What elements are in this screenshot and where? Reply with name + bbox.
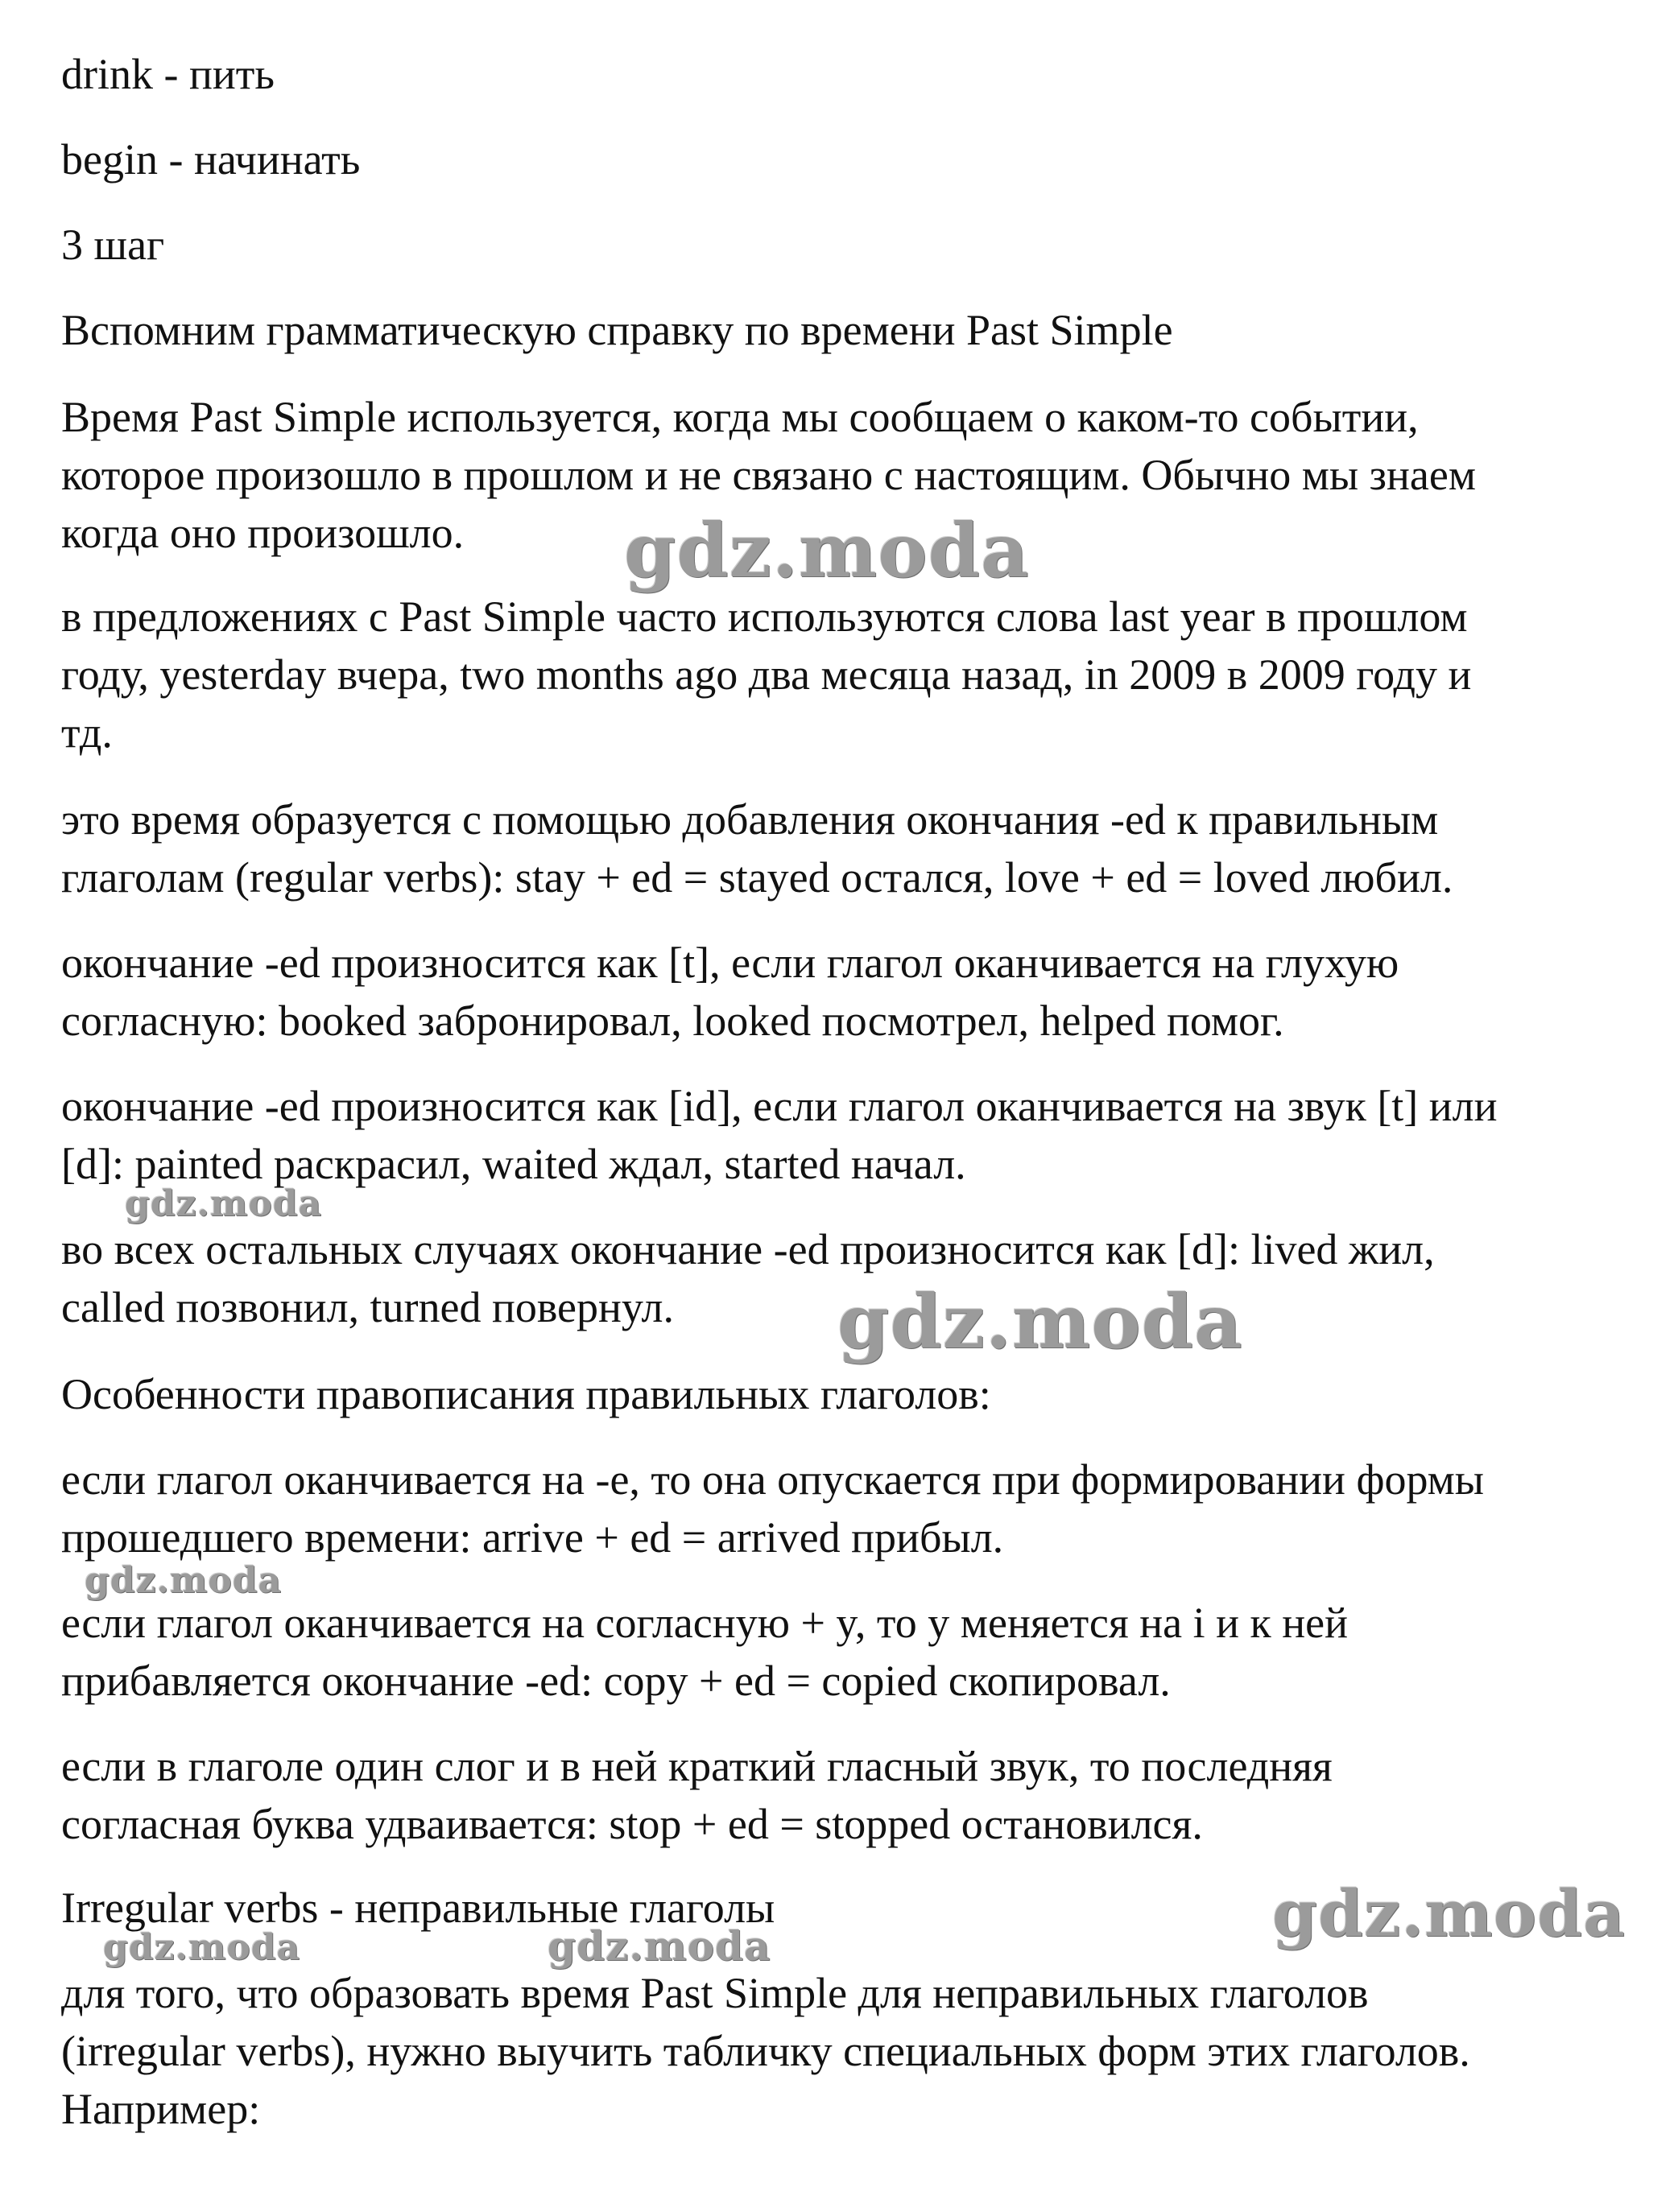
text-line: согласная буква удваивается: stop + ed = stopped остановился.	[61, 1800, 1203, 1848]
text-line: тд.	[61, 708, 113, 757]
text-line: Вспомним грамматическую справку по времени Past Simple	[61, 306, 1173, 354]
text-line: если глагол оканчивается на согласную + y, то y меняется на i и к ней	[61, 1599, 1348, 1647]
text-line: глаголам (regular verbs): stay + ed = stayed остался, love + ed = loved любил.	[61, 853, 1453, 902]
paragraph	[61, 45, 1639, 103]
text-line: которое произошло в прошлом и не связано с настоящим. Обычно мы знаем	[61, 451, 1477, 499]
text-line: если глагол оканчивается на -e, то она опускается при формировании формы	[61, 1455, 1485, 1504]
text-line: если в глаголе один слог и в ней краткий гласный звук, то последняя	[61, 1742, 1333, 1790]
text-line: во всех остальных случаях окончание -ed произносится как [d]: lived жил,	[61, 1225, 1435, 1273]
paragraph	[61, 130, 1639, 188]
watermark: gdz.moda	[548, 1922, 771, 1970]
text-line: Irregular verbs - неправильные глаголы	[61, 1884, 775, 1932]
text-line: 3 шаг	[61, 221, 165, 269]
watermark: gdz.moda	[85, 1560, 283, 1601]
paragraph	[61, 934, 1639, 1050]
watermark: gdz.moda	[1272, 1876, 1626, 1951]
text-line: для того, что образовать время Past Simple для неправильных глаголов	[61, 1969, 1369, 2017]
text-line: [d]: painted раскрасил, waited ждал, started начал.	[61, 1140, 966, 1188]
watermark: gdz.moda	[125, 1183, 323, 1224]
watermark: gdz.moda	[837, 1278, 1243, 1365]
paragraph	[61, 790, 1639, 906]
paragraph	[61, 1737, 1639, 1853]
text-line: drink - пить	[61, 50, 275, 98]
text-line: Например:	[61, 2085, 261, 2133]
text-line: окончание -ed произносится как [id], если глагол оканчивается на звук [t] или	[61, 1082, 1498, 1130]
text-line: Время Past Simple используется, когда мы сообщаем о каком-то событии,	[61, 393, 1419, 441]
paragraph	[61, 1365, 1639, 1423]
text-line: (irregular verbs), нужно выучить табличку специальных форм этих глаголов.	[61, 2027, 1470, 2075]
watermark: gdz.moda	[624, 507, 1030, 594]
text-line: году, yesterday вчера, two months ago два месяца назад, in 2009 в 2009 году и	[61, 650, 1472, 699]
paragraph	[61, 1964, 1639, 2138]
text-line: begin - начинать	[61, 135, 361, 184]
text-line: Особенности правописания правильных глаголов:	[61, 1370, 991, 1418]
paragraph	[61, 1594, 1639, 1710]
text-line: прошедшего времени: arrive + ed = arrived прибыл.	[61, 1513, 1004, 1562]
text-line: согласную: booked забронировал, looked посмотрел, helped помог.	[61, 997, 1284, 1045]
text-line: это время образуется с помощью добавления окончания -ed к правильным	[61, 795, 1439, 844]
paragraph	[61, 1451, 1639, 1566]
text-line: прибавляется окончание -ed: copy + ed = copied скопировал.	[61, 1657, 1171, 1705]
text-line: когда оно произошло.	[61, 509, 465, 557]
paragraph	[61, 1077, 1639, 1193]
text-line: called позвонил, turned повернул.	[61, 1283, 674, 1331]
paragraph	[61, 301, 1639, 359]
watermark: gdz.moda	[103, 1927, 301, 1968]
paragraph	[61, 588, 1639, 761]
text-line: окончание -ed произносится как [t], если глагол оканчивается на глухую	[61, 939, 1399, 987]
text-line: в предложениях с Past Simple часто используются слова last year в прошлом	[61, 592, 1468, 641]
paragraph	[61, 216, 1639, 274]
